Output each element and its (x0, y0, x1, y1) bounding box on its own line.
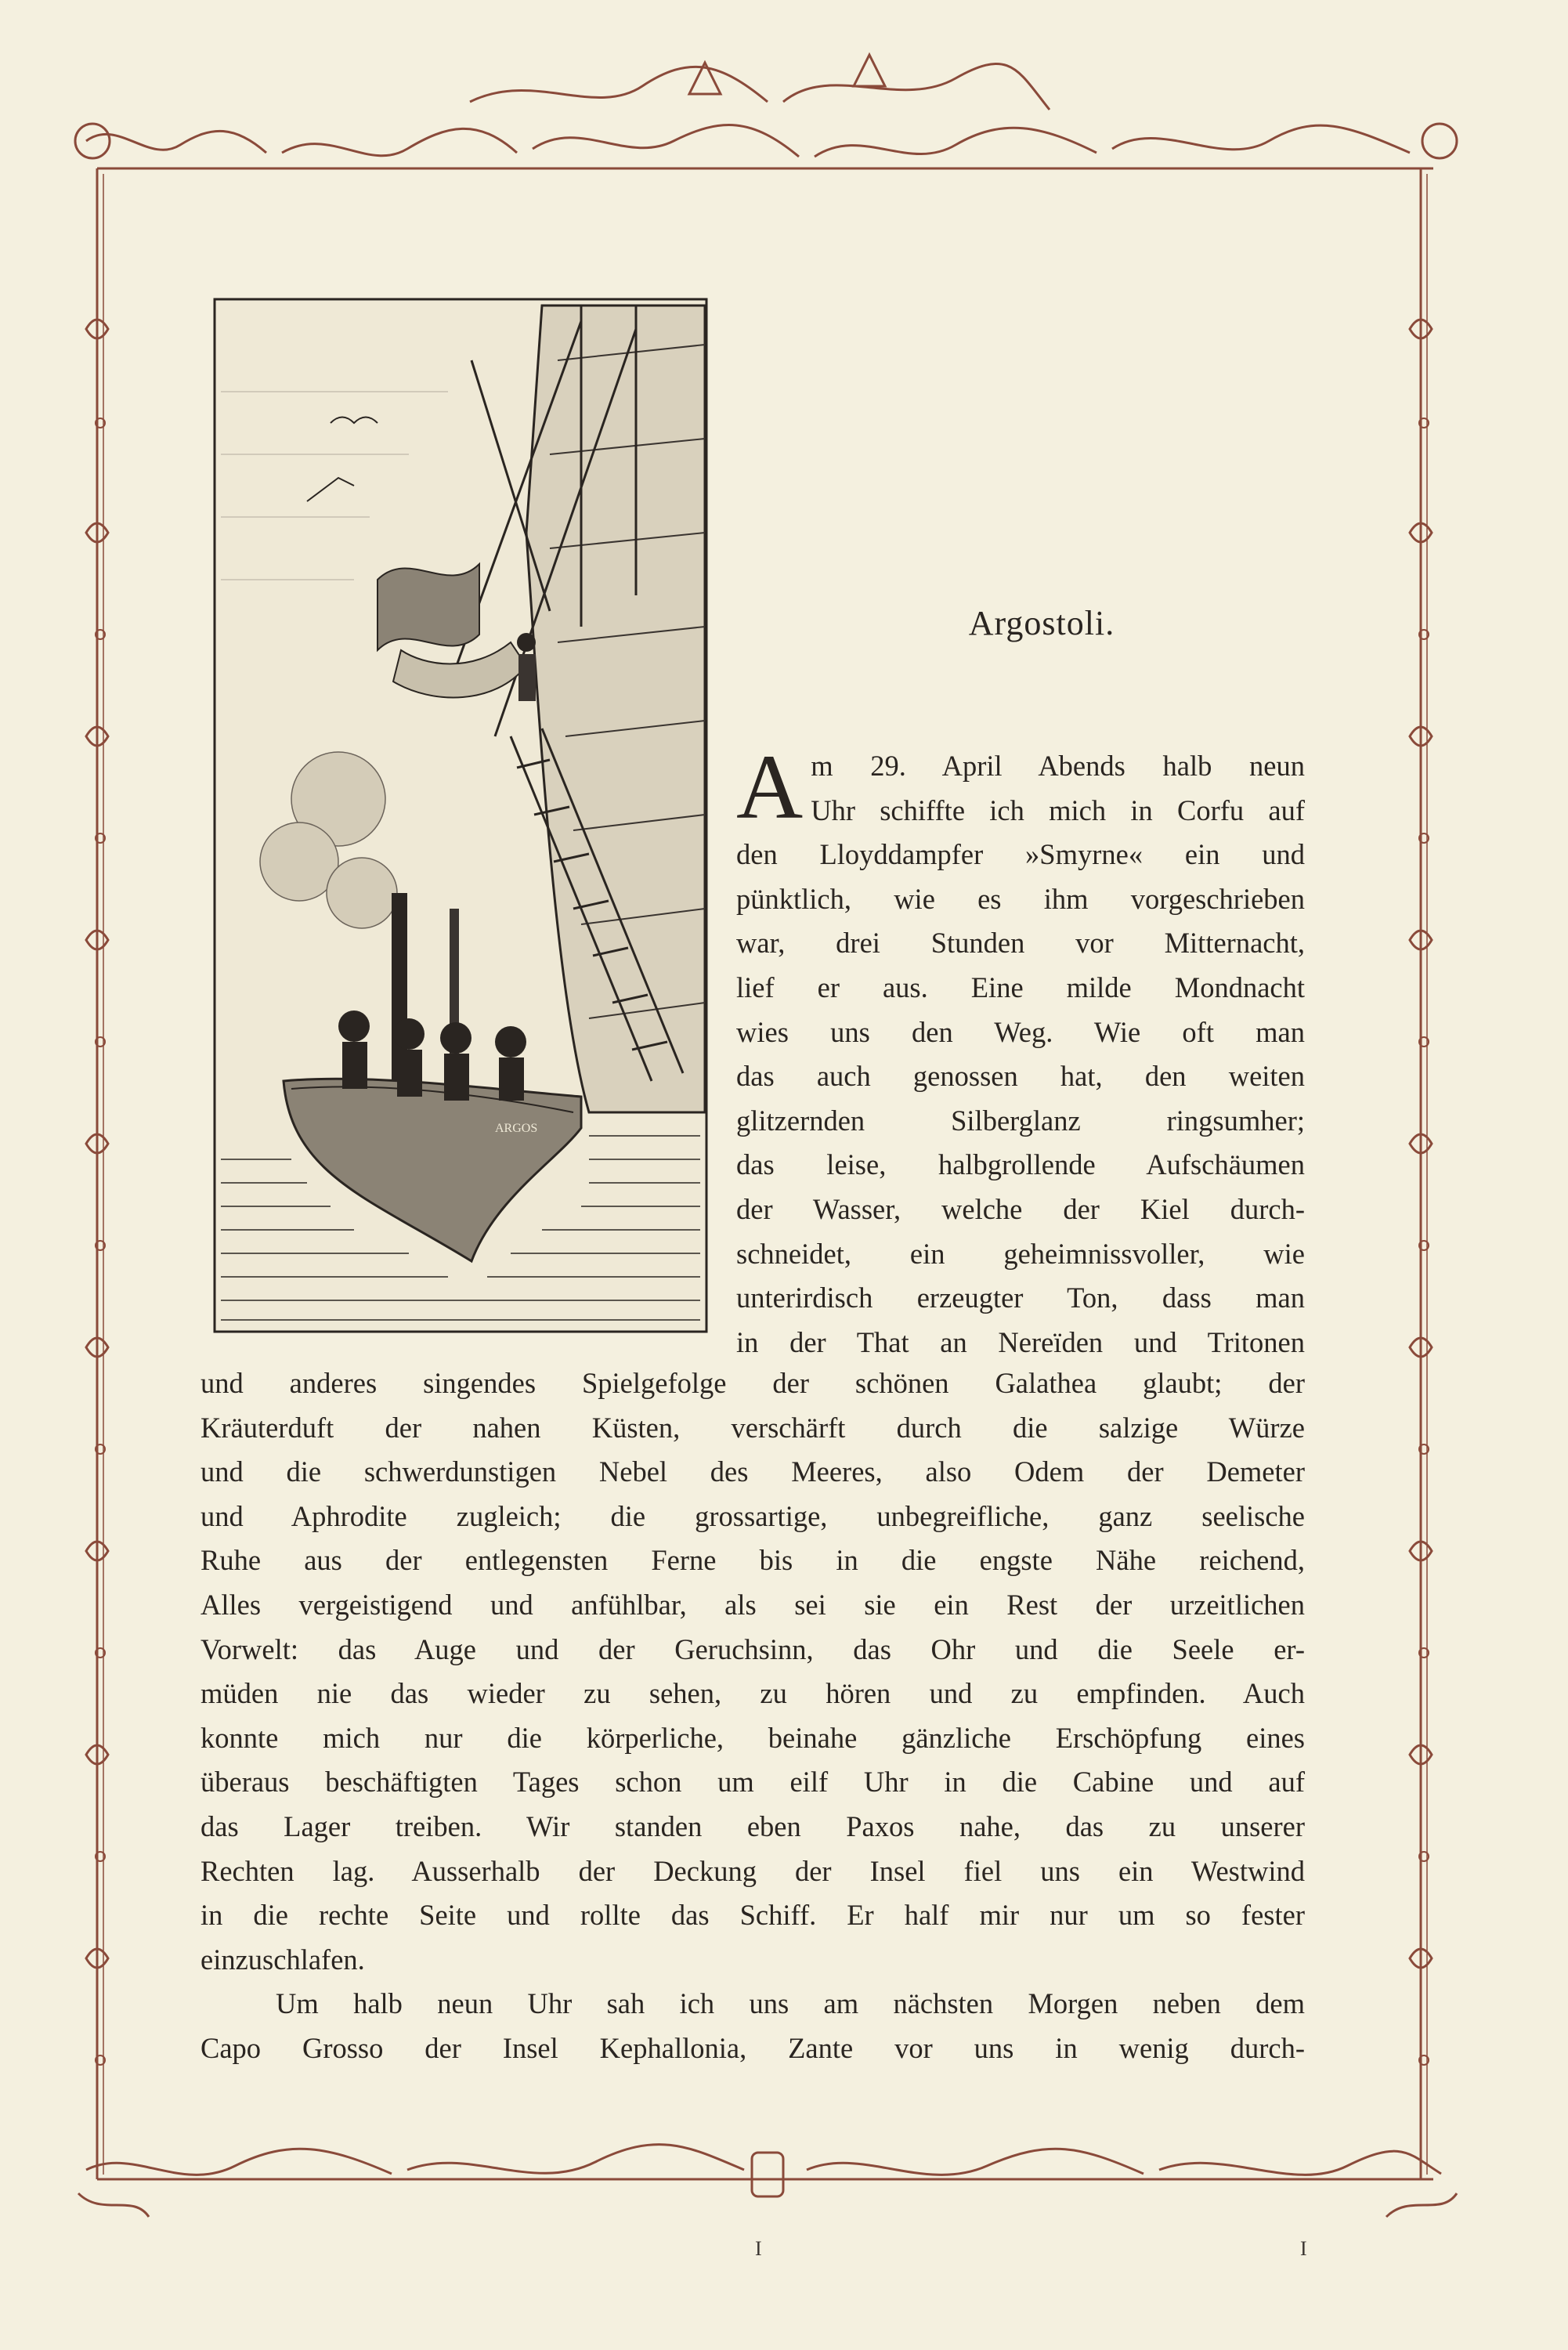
text-line: den Lloyddampfer »Smyrne« ein und (736, 838, 1305, 871)
text-line: müden nie das wieder zu sehen, zu hören und zu empfinden. Auch (201, 1677, 1305, 1710)
text-line: überaus beschäftigten Tages schon um eilf Uhr in die Cabine und auf (201, 1766, 1305, 1799)
drop-cap: A (736, 736, 804, 838)
text-line: und die schwerdunstigen Nebel des Meeres, also Odem der Demeter (201, 1455, 1305, 1488)
text-line: Uhr schiffte ich mich in Corfu auf (811, 794, 1305, 826)
text-line: in der That an Nereïden und Tritonen (736, 1325, 1305, 1358)
page-number: I (755, 2237, 762, 2260)
text-line: und anderes singendes Spielgefolge der schönen Galathea glaubt; der (201, 1367, 1305, 1399)
text-line: glitzernden Silberglanz ringsumher; (736, 1104, 1305, 1137)
text-line: schneidet, ein geheimnissvoller, wie (736, 1237, 1305, 1270)
page-number: I (1300, 2237, 1307, 2260)
text-line: der Wasser, welche der Kiel durch- (736, 1192, 1305, 1225)
text-line: und Aphrodite zugleich; die grossartige, unbegreifliche, ganz seelische (201, 1499, 1305, 1532)
text-line: das leise, halbgrollende Aufschäumen (736, 1148, 1305, 1181)
text-line: Capo Grosso der Insel Kephallonia, Zante vor uns in wenig durch- (201, 2031, 1305, 2064)
text-line: Alles vergeistigend und anfühlbar, als sei sie ein Rest der urzeitlichen (201, 1588, 1305, 1621)
text-line: konnte mich nur die körperliche, beinahe gänzliche Erschöpfung eines (201, 1721, 1305, 1754)
text-line: m 29. April Abends halb neun (811, 750, 1305, 782)
steamship-engraving-icon (213, 298, 708, 1333)
text-line: Um halb neun Uhr sah ich uns am nächsten Morgen neben dem (276, 1987, 1305, 2020)
text-line: lief er aus. Eine milde Mondnacht (736, 971, 1305, 1003)
page-title: Argostoli. (968, 604, 1115, 642)
text-line: das Lager treiben. Wir standen eben Paxos nahe, das zu unserer (201, 1810, 1305, 1842)
text-line: Ruhe aus der entlegensten Ferne bis in die engste Nähe reichend, (201, 1544, 1305, 1577)
full-width-text (201, 1361, 1305, 2071)
right-column-text (736, 736, 1305, 1365)
text-line: das auch genossen hat, den weiten (736, 1060, 1305, 1093)
text-line: einzuschlafen. (201, 1943, 365, 1976)
text-line: unterirdisch erzeugter Ton, dass man (736, 1282, 1305, 1314)
text-line: Kräuterduft der nahen Küsten, verschärft durch die salzige Würze (201, 1411, 1305, 1444)
text-line: war, drei Stunden vor Mitternacht, (736, 927, 1305, 960)
text-line: wies uns den Weg. Wie oft man (736, 1015, 1305, 1048)
boat-label: ARGOS (495, 1122, 538, 1135)
text-line: in die rechte Seite und rollte das Schiff. Er half mir nur um so fester (201, 1899, 1305, 1932)
text-line: Vorwelt: das Auge und der Geruchsinn, das Ohr und die Seele er- (201, 1632, 1305, 1665)
text-line: Rechten lag. Ausserhalb der Deckung der Insel fiel uns ein Westwind (201, 1854, 1305, 1887)
text-line: pünktlich, wie es ihm vorgeschrieben (736, 882, 1305, 915)
